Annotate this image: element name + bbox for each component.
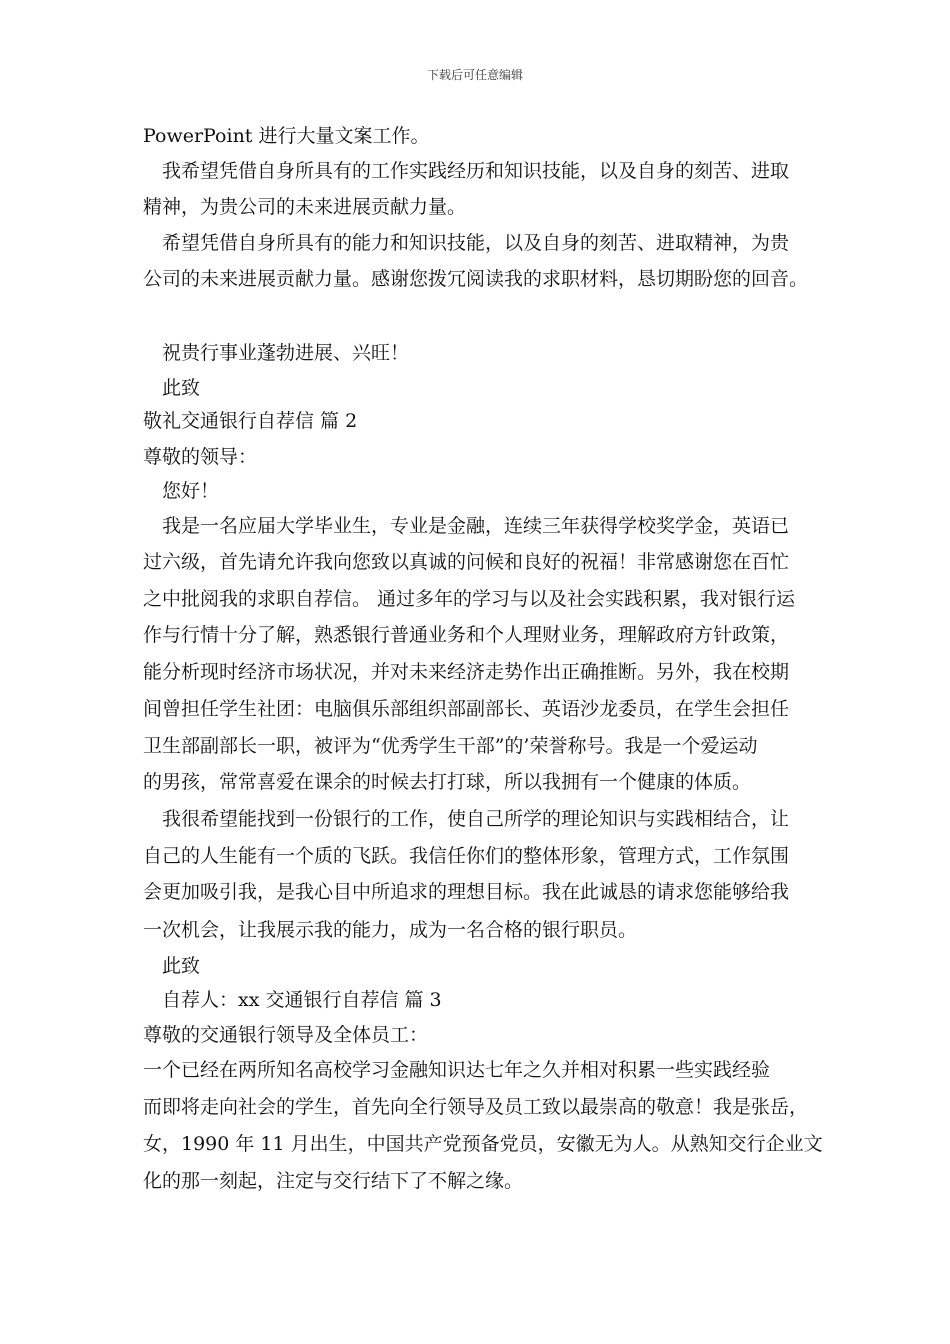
text-line: 我是一名应届大学毕业生，专业是金融，连续三年获得学校奖学金，英语已 [143,515,790,537]
text-line: 能分析现时经济市场状况，并对未来经济走势作出正确推断。另外，我在校期 [143,661,790,683]
text-line: 化的那一刻起，注定与交行结下了不解之缘。 [143,1170,524,1192]
text-line: 您好！ [143,480,220,502]
text-line: 此致 [143,955,201,977]
text-line: 卫生部副部长一职，被评为“优秀学生干部”的’荣誉称号。我是一个爱运动 [143,735,758,757]
text-line: 女，1990 年 11 月出生，中国共产党预备党员，安徽无为人。从熟知交行企业文 [143,1133,823,1155]
text-line: 此致 [143,377,201,399]
text-line: 的男孩，常常喜爱在课余的时候去打打球，所以我拥有一个健康的体质。 [143,771,752,793]
text-line: 之中批阅我的求职自荐信。 通过多年的学习与以及社会实践积累，我对银行运 [143,588,796,610]
text-line: 一次机会，让我展示我的能力，成为一名合格的银行职员。 [143,919,638,941]
text-line: 会更加吸引我，是我心目中所追求的理想目标。我在此诚恳的请求您能够给我 [143,881,790,903]
text-line: 一个已经在两所知名高校学习金融知识达七年之久并相对积累一些实践经验 [143,1059,771,1081]
text-line: 尊敬的交通银行领导及全体员工： [143,1024,429,1046]
text-line: 而即将走向社会的学生，首先向全行领导及员工致以最崇高的敬意！我是张岳， [143,1096,809,1118]
text-line: 自荐人：xx 交通银行自荐信 篇 3 [143,989,442,1011]
text-line: 希望凭借自身所具有的能力和知识技能，以及自身的刻苦、进取精神，为贵 [143,232,790,254]
text-line: 尊敬的领导： [143,446,258,468]
text-line: 作与行情十分了解，熟悉银行普通业务和个人理财业务，理解政府方针政策， [143,624,790,646]
text-line: 过六级，首先请允许我向您致以真诚的问候和良好的祝福！非常感谢您在百忙 [143,551,790,573]
text-line: 精神，为贵公司的未来进展贡献力量。 [143,196,467,218]
page-header: 下载后可任意编辑 [426,68,523,82]
text-line: 祝贵行事业蓬勃进展、兴旺！ [143,342,410,364]
text-line: 间曾担任学生社团：电脑俱乐部组织部副部长、英语沙龙委员，在学生会担任 [143,698,790,720]
text-line: 敬礼交通银行自荐信 篇 2 [143,410,358,432]
text-line: PowerPoint 进行大量文案工作。 [143,125,430,147]
text-line: 我很希望能找到一份银行的工作，使自己所学的理论知识与实践相结合，让 [143,808,790,830]
text-line: 公司的未来进展贡献力量。感谢您拨冗阅读我的求职材料，恳切期盼您的回音。 [143,268,809,290]
text-line: 我希望凭借自身所具有的工作实践经历和知识技能，以及自身的刻苦、进取 [143,160,790,182]
text-line: 自己的人生能有一个质的飞跃。我信任你们的整体形象，管理方式，工作氛围 [143,845,790,867]
